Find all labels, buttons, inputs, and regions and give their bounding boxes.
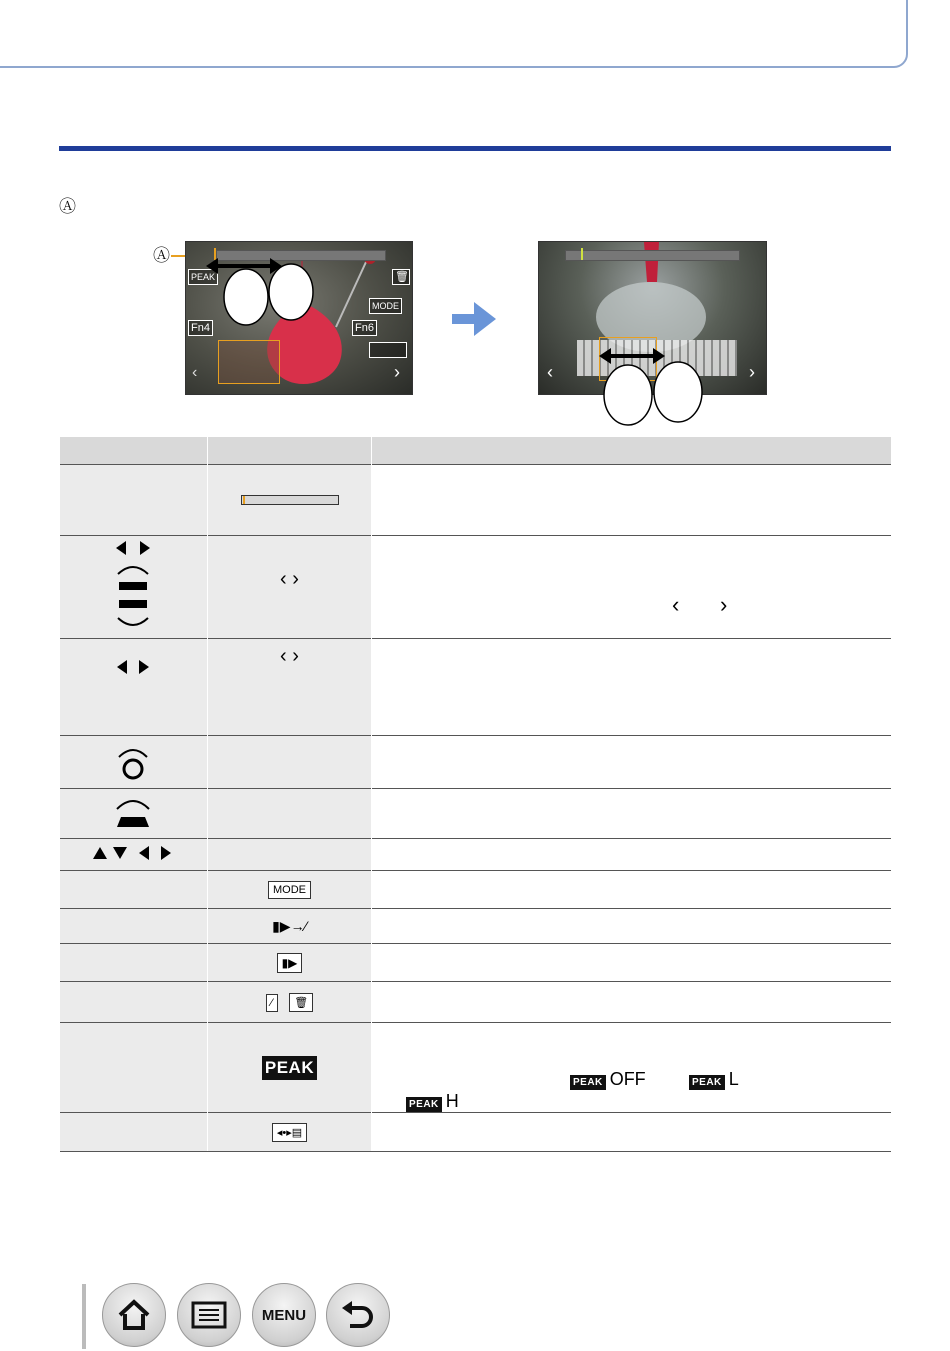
marker-a-legend: Ⓐ <box>59 197 76 216</box>
table-row <box>60 1023 892 1113</box>
pinch-drag-gesture-icon <box>186 242 412 394</box>
operation-cell <box>60 465 208 536</box>
playback-bar-icon <box>241 495 339 505</box>
icon-cell <box>208 789 372 839</box>
peak-l-option <box>689 1069 739 1090</box>
operation-cell <box>60 1113 208 1152</box>
left-right-cursor-icon <box>113 659 153 675</box>
peak-icon: PEAK <box>262 1056 317 1080</box>
description-cell <box>372 536 892 639</box>
table-row <box>60 465 892 536</box>
two-finger-hand-icon <box>590 350 720 430</box>
operation-cell <box>60 789 208 839</box>
operation-cell <box>60 909 208 944</box>
description-cell <box>372 839 892 871</box>
camera-screen-before <box>185 241 413 395</box>
peak-h-option <box>406 1091 459 1112</box>
header-cell <box>60 437 208 465</box>
icon-cell <box>208 536 372 639</box>
table-row <box>60 536 892 639</box>
table-row <box>60 1113 892 1152</box>
operation-cell <box>60 982 208 1023</box>
table-row <box>60 736 892 789</box>
peak-badge: PEAK <box>689 1075 725 1090</box>
auto-mode-icon: MODE <box>268 881 311 899</box>
back-arrow-icon <box>340 1300 376 1330</box>
focus-mark-icon: ⁄ <box>266 994 278 1012</box>
chevron-left-icon: ‹ <box>672 592 680 617</box>
operations-table <box>59 437 891 1152</box>
back-button[interactable] <box>326 1283 390 1347</box>
description-cell <box>372 465 892 536</box>
table-row <box>60 639 892 736</box>
pause-play-icon: ▮▶ <box>277 953 303 973</box>
icon-cell <box>208 839 372 871</box>
icon-cell <box>208 909 372 944</box>
header-cell <box>372 437 892 465</box>
table-row <box>60 839 892 871</box>
icon-cell <box>208 736 372 789</box>
frame-advance-icon: ◂•▸▤ <box>272 1123 307 1142</box>
prev-chevron-icon[interactable]: ‹ <box>192 364 198 381</box>
nav-divider <box>82 1284 86 1349</box>
fn6-osd[interactable]: Fn6 <box>352 320 377 336</box>
header-cell <box>208 437 372 465</box>
icon-cell <box>208 944 372 982</box>
prev-chevron-icon[interactable]: ‹ <box>547 362 553 382</box>
fn4-osd[interactable]: Fn4 <box>188 320 213 336</box>
next-chevron-icon[interactable]: › <box>394 362 400 382</box>
page-tab-frame <box>0 0 908 68</box>
description-cell <box>372 789 892 839</box>
operation-cell <box>60 536 208 639</box>
bar-marker <box>243 496 245 504</box>
peak-off-option <box>570 1069 646 1090</box>
cursor-buttons-icon <box>91 845 175 861</box>
set-focus-point-icon: ▮▶→⁄ <box>272 917 307 934</box>
delete-mark-icon: 🗑 <box>289 993 313 1012</box>
home-icon <box>116 1299 152 1331</box>
chevron-right-icon: › <box>720 592 728 617</box>
transition-arrow-icon <box>450 300 498 340</box>
operation-cell <box>60 1023 208 1113</box>
description-cell <box>372 1113 892 1152</box>
auto-mode-osd[interactable]: MODE <box>369 298 402 314</box>
peak-osd[interactable]: PEAK <box>188 269 218 285</box>
menu-button[interactable] <box>252 1283 316 1347</box>
chevron-pair-icon: ‹ › <box>280 645 299 667</box>
description-cell <box>372 982 892 1023</box>
operation-cell <box>60 871 208 909</box>
icon-cell <box>208 871 372 909</box>
icon-cell <box>208 1023 372 1113</box>
table-row <box>60 789 892 839</box>
operation-cell <box>60 736 208 789</box>
list-icon <box>191 1301 227 1329</box>
peak-badge: PEAK <box>406 1097 442 1112</box>
peak-off-label: OFF <box>609 1069 646 1089</box>
menu-label: MENU <box>261 1306 307 1324</box>
peak-l-label: L <box>728 1069 739 1089</box>
operation-cell <box>60 839 208 871</box>
rear-dial-icon <box>111 793 155 831</box>
section-rule <box>59 146 891 151</box>
table-row <box>60 909 892 944</box>
table-row <box>60 982 892 1023</box>
home-button[interactable] <box>102 1283 166 1347</box>
icon-cell <box>208 465 372 536</box>
description-cell <box>372 944 892 982</box>
table-header-row <box>60 437 892 465</box>
icon-cell <box>208 982 372 1023</box>
operation-cell <box>60 639 208 736</box>
description-cell <box>372 639 892 736</box>
peak-h-label: H <box>445 1091 459 1111</box>
next-chevron-icon[interactable]: › <box>749 362 755 382</box>
contents-button[interactable] <box>177 1283 241 1347</box>
description-cell <box>372 736 892 789</box>
operation-cell <box>60 944 208 982</box>
icon-cell <box>208 639 372 736</box>
delete-icon[interactable]: 🗑 <box>392 269 410 285</box>
table-row <box>60 944 892 982</box>
table-row <box>60 871 892 909</box>
description-cell <box>372 1023 892 1113</box>
control-dial-icon <box>113 741 153 781</box>
description-cell <box>372 871 892 909</box>
peak-badge: PEAK <box>570 1075 606 1090</box>
chevron-pair-icon: ‹ › <box>280 568 299 590</box>
cursor-and-dial-icon <box>108 538 158 634</box>
description-cell <box>372 909 892 944</box>
marker-a-callout: Ⓐ <box>153 246 170 265</box>
icon-cell <box>208 1113 372 1152</box>
